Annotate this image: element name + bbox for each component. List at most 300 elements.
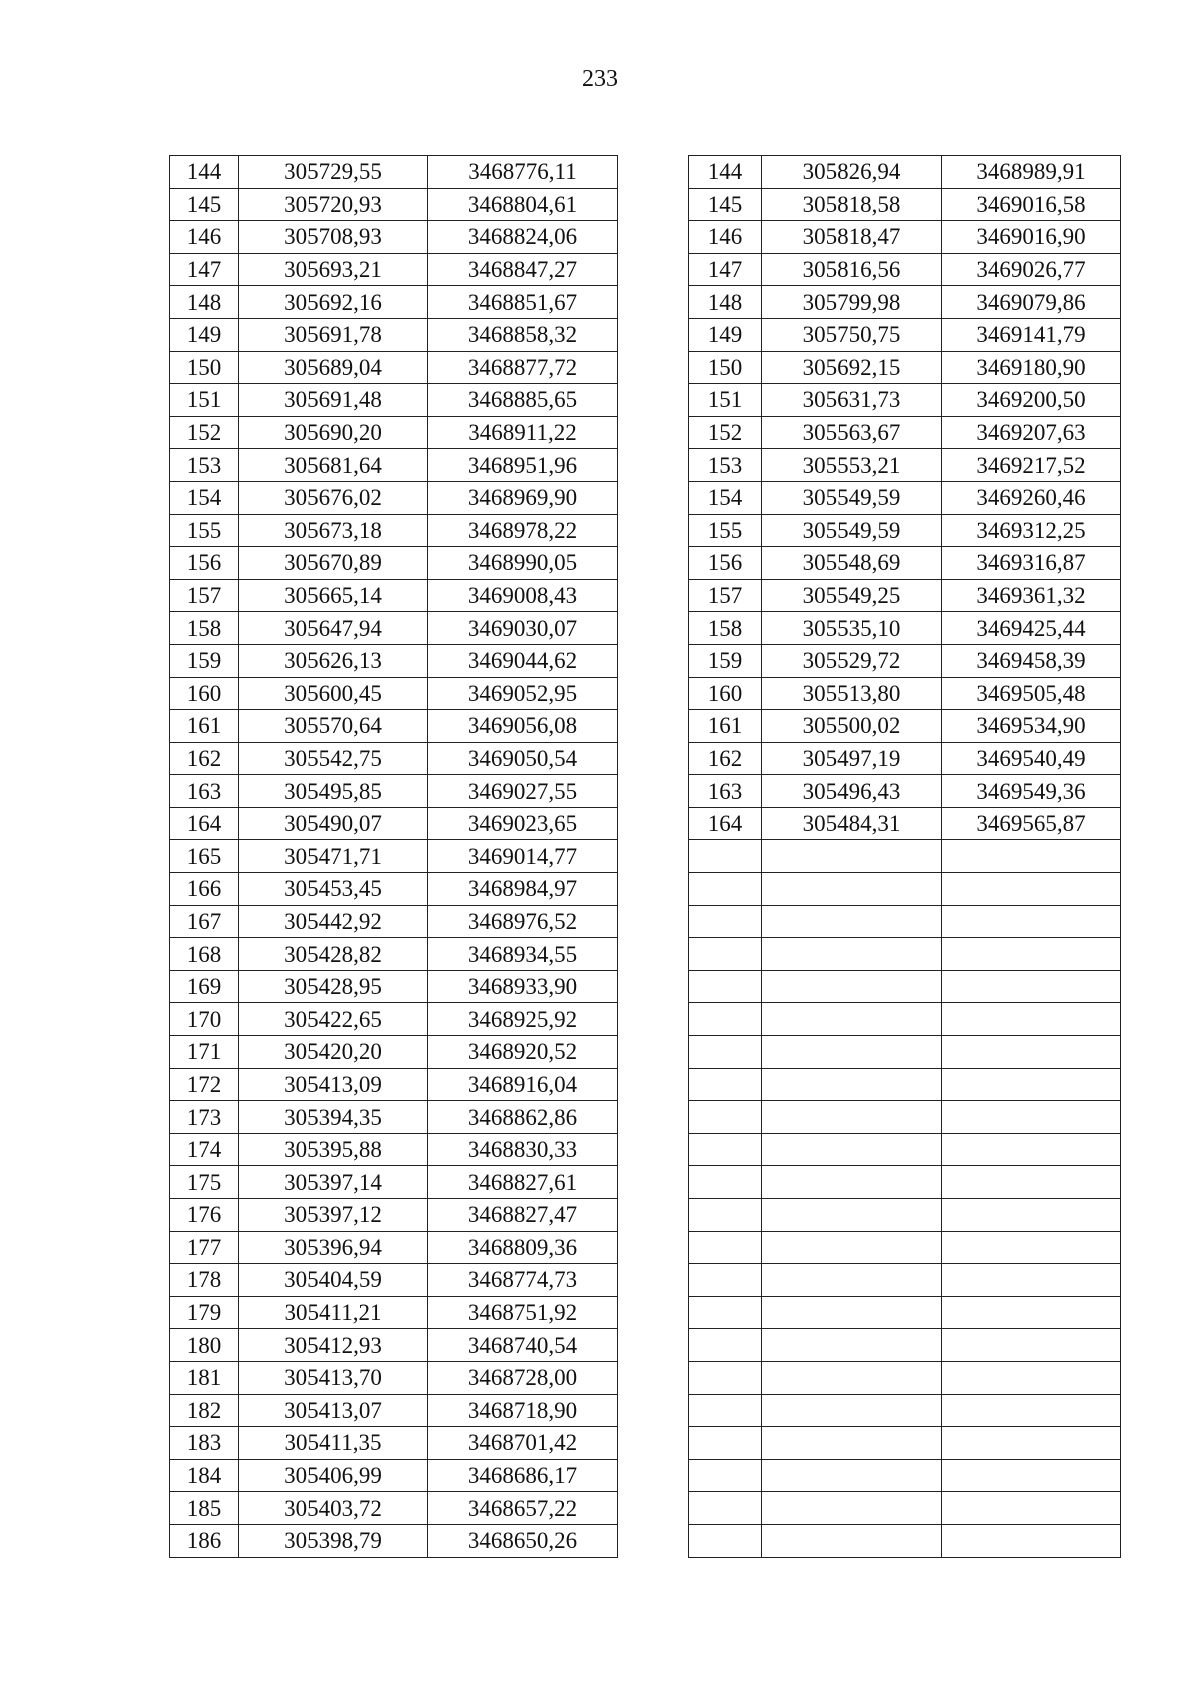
x-coordinate-cell bbox=[762, 1427, 942, 1460]
table-row bbox=[689, 1459, 1121, 1492]
x-coordinate-cell: 305553,21 bbox=[762, 449, 942, 482]
point-number-cell: 173 bbox=[170, 1101, 239, 1134]
y-coordinate-cell: 3468718,90 bbox=[428, 1394, 618, 1427]
point-number-cell: 148 bbox=[170, 286, 239, 319]
point-number-cell: 153 bbox=[689, 449, 762, 482]
x-coordinate-cell: 305691,78 bbox=[239, 318, 428, 351]
y-coordinate-cell: 3468916,04 bbox=[428, 1068, 618, 1101]
point-number-cell: 162 bbox=[170, 742, 239, 775]
table-row bbox=[170, 1231, 618, 1264]
point-number-cell: 160 bbox=[170, 677, 239, 710]
y-coordinate-cell: 3468984,97 bbox=[428, 873, 618, 906]
x-coordinate-cell bbox=[762, 1296, 942, 1329]
table-row bbox=[170, 1199, 618, 1232]
y-coordinate-cell: 3468934,55 bbox=[428, 938, 618, 971]
table-row bbox=[170, 1329, 618, 1362]
table-row bbox=[689, 547, 1121, 580]
table-row bbox=[170, 1133, 618, 1166]
point-number-cell: 147 bbox=[170, 253, 239, 286]
x-coordinate-cell: 305420,20 bbox=[239, 1036, 428, 1069]
table-row bbox=[689, 1036, 1121, 1069]
y-coordinate-cell: 3469008,43 bbox=[428, 579, 618, 612]
x-coordinate-cell: 305729,55 bbox=[239, 156, 428, 189]
point-number-cell: 153 bbox=[170, 449, 239, 482]
x-coordinate-cell bbox=[762, 1329, 942, 1362]
y-coordinate-cell: 3468862,86 bbox=[428, 1101, 618, 1134]
x-coordinate-cell bbox=[762, 1199, 942, 1232]
x-coordinate-cell: 305691,48 bbox=[239, 384, 428, 417]
y-coordinate-cell: 3468809,36 bbox=[428, 1231, 618, 1264]
y-coordinate-cell: 3469056,08 bbox=[428, 710, 618, 743]
table-row bbox=[170, 1361, 618, 1394]
point-number-cell: 148 bbox=[689, 286, 762, 319]
x-coordinate-cell bbox=[762, 938, 942, 971]
y-coordinate-cell: 3468686,17 bbox=[428, 1459, 618, 1492]
y-coordinate-cell: 3468969,90 bbox=[428, 481, 618, 514]
y-coordinate-cell: 3469044,62 bbox=[428, 644, 618, 677]
table-row bbox=[170, 938, 618, 971]
point-number-cell bbox=[689, 1231, 762, 1264]
y-coordinate-cell bbox=[942, 1394, 1121, 1427]
y-coordinate-cell bbox=[942, 938, 1121, 971]
point-number-cell bbox=[689, 905, 762, 938]
y-coordinate-cell: 3468728,00 bbox=[428, 1361, 618, 1394]
y-coordinate-cell: 3468925,92 bbox=[428, 1003, 618, 1036]
y-coordinate-cell bbox=[942, 1101, 1121, 1134]
table-row bbox=[689, 1361, 1121, 1394]
x-coordinate-cell: 305631,73 bbox=[762, 384, 942, 417]
point-number-cell: 163 bbox=[170, 775, 239, 808]
point-number-cell: 150 bbox=[170, 351, 239, 384]
table-row bbox=[689, 221, 1121, 254]
y-coordinate-cell: 3469361,32 bbox=[942, 579, 1121, 612]
point-number-cell: 167 bbox=[170, 905, 239, 938]
x-coordinate-cell: 305570,64 bbox=[239, 710, 428, 743]
table-row bbox=[170, 514, 618, 547]
y-coordinate-cell: 3469534,90 bbox=[942, 710, 1121, 743]
table-row bbox=[689, 1101, 1121, 1134]
point-number-cell: 151 bbox=[689, 384, 762, 417]
table-row bbox=[170, 384, 618, 417]
table-row bbox=[689, 579, 1121, 612]
point-number-cell: 158 bbox=[689, 612, 762, 645]
x-coordinate-cell: 305818,47 bbox=[762, 221, 942, 254]
x-coordinate-cell bbox=[762, 1166, 942, 1199]
point-number-cell: 156 bbox=[689, 547, 762, 580]
x-coordinate-cell: 305397,12 bbox=[239, 1199, 428, 1232]
point-number-cell: 150 bbox=[689, 351, 762, 384]
x-coordinate-cell bbox=[762, 1361, 942, 1394]
table-row bbox=[170, 742, 618, 775]
point-number-cell: 154 bbox=[689, 481, 762, 514]
table-row bbox=[689, 710, 1121, 743]
x-coordinate-cell: 305676,02 bbox=[239, 481, 428, 514]
point-number-cell: 156 bbox=[170, 547, 239, 580]
table-row bbox=[689, 1231, 1121, 1264]
y-coordinate-cell: 3468830,33 bbox=[428, 1133, 618, 1166]
table-row bbox=[170, 677, 618, 710]
y-coordinate-cell: 3468885,65 bbox=[428, 384, 618, 417]
table-row bbox=[170, 1101, 618, 1134]
x-coordinate-cell: 305529,72 bbox=[762, 644, 942, 677]
y-coordinate-cell: 3468976,52 bbox=[428, 905, 618, 938]
table-row bbox=[689, 1199, 1121, 1232]
y-coordinate-cell bbox=[942, 1492, 1121, 1525]
x-coordinate-cell: 305626,13 bbox=[239, 644, 428, 677]
x-coordinate-cell: 305750,75 bbox=[762, 318, 942, 351]
point-number-cell: 181 bbox=[170, 1361, 239, 1394]
y-coordinate-cell: 3468804,61 bbox=[428, 188, 618, 221]
point-number-cell bbox=[689, 1296, 762, 1329]
x-coordinate-cell: 305681,64 bbox=[239, 449, 428, 482]
y-coordinate-cell bbox=[942, 873, 1121, 906]
point-number-cell: 149 bbox=[170, 318, 239, 351]
x-coordinate-cell: 305818,58 bbox=[762, 188, 942, 221]
y-coordinate-cell: 3468951,96 bbox=[428, 449, 618, 482]
x-coordinate-cell: 305708,93 bbox=[239, 221, 428, 254]
table-row bbox=[170, 905, 618, 938]
y-coordinate-cell: 3469425,44 bbox=[942, 612, 1121, 645]
y-coordinate-cell: 3469141,79 bbox=[942, 318, 1121, 351]
point-number-cell: 174 bbox=[170, 1133, 239, 1166]
point-number-cell: 169 bbox=[170, 970, 239, 1003]
x-coordinate-cell: 305513,80 bbox=[762, 677, 942, 710]
table-row bbox=[170, 710, 618, 743]
y-coordinate-cell: 3468657,22 bbox=[428, 1492, 618, 1525]
x-coordinate-cell bbox=[762, 970, 942, 1003]
table-row bbox=[170, 775, 618, 808]
point-number-cell bbox=[689, 1101, 762, 1134]
x-coordinate-cell bbox=[762, 1003, 942, 1036]
x-coordinate-cell: 305404,59 bbox=[239, 1264, 428, 1297]
table-row bbox=[170, 351, 618, 384]
y-coordinate-cell: 3469312,25 bbox=[942, 514, 1121, 547]
table-row bbox=[170, 416, 618, 449]
y-coordinate-cell: 3468911,22 bbox=[428, 416, 618, 449]
table-row bbox=[689, 1003, 1121, 1036]
table-row bbox=[689, 351, 1121, 384]
x-coordinate-cell: 305692,15 bbox=[762, 351, 942, 384]
y-coordinate-cell: 3469023,65 bbox=[428, 807, 618, 840]
x-coordinate-cell: 305690,20 bbox=[239, 416, 428, 449]
table-row bbox=[170, 1492, 618, 1525]
point-number-cell: 146 bbox=[170, 221, 239, 254]
y-coordinate-cell: 3469014,77 bbox=[428, 840, 618, 873]
point-number-cell: 176 bbox=[170, 1199, 239, 1232]
table-row bbox=[170, 188, 618, 221]
table-row bbox=[170, 1296, 618, 1329]
y-coordinate-cell bbox=[942, 1068, 1121, 1101]
point-number-cell: 185 bbox=[170, 1492, 239, 1525]
point-number-cell: 182 bbox=[170, 1394, 239, 1427]
point-number-cell: 171 bbox=[170, 1036, 239, 1069]
point-number-cell bbox=[689, 840, 762, 873]
table-row bbox=[689, 384, 1121, 417]
point-number-cell bbox=[689, 1264, 762, 1297]
point-number-cell: 161 bbox=[170, 710, 239, 743]
y-coordinate-cell bbox=[942, 1296, 1121, 1329]
table-row bbox=[689, 1296, 1121, 1329]
x-coordinate-cell: 305799,98 bbox=[762, 286, 942, 319]
x-coordinate-cell: 305563,67 bbox=[762, 416, 942, 449]
point-number-cell: 175 bbox=[170, 1166, 239, 1199]
y-coordinate-cell bbox=[942, 905, 1121, 938]
point-number-cell bbox=[689, 938, 762, 971]
table-row bbox=[170, 612, 618, 645]
y-coordinate-cell bbox=[942, 1231, 1121, 1264]
point-number-cell bbox=[689, 1329, 762, 1362]
table-row bbox=[689, 1492, 1121, 1525]
x-coordinate-cell: 305406,99 bbox=[239, 1459, 428, 1492]
table-row bbox=[689, 1068, 1121, 1101]
x-coordinate-cell: 305428,82 bbox=[239, 938, 428, 971]
x-coordinate-cell: 305395,88 bbox=[239, 1133, 428, 1166]
x-coordinate-cell: 305816,56 bbox=[762, 253, 942, 286]
y-coordinate-cell bbox=[942, 1199, 1121, 1232]
x-coordinate-cell: 305413,07 bbox=[239, 1394, 428, 1427]
y-coordinate-cell: 3468851,67 bbox=[428, 286, 618, 319]
table-row bbox=[170, 644, 618, 677]
x-coordinate-cell: 305412,93 bbox=[239, 1329, 428, 1362]
x-coordinate-cell bbox=[762, 905, 942, 938]
point-number-cell: 162 bbox=[689, 742, 762, 775]
point-number-cell bbox=[689, 1427, 762, 1460]
table-row bbox=[689, 905, 1121, 938]
y-coordinate-cell bbox=[942, 970, 1121, 1003]
point-number-cell: 168 bbox=[170, 938, 239, 971]
table-row bbox=[689, 1427, 1121, 1460]
y-coordinate-cell bbox=[942, 1524, 1121, 1557]
x-coordinate-cell: 305542,75 bbox=[239, 742, 428, 775]
x-coordinate-cell: 305600,45 bbox=[239, 677, 428, 710]
y-coordinate-cell: 3469180,90 bbox=[942, 351, 1121, 384]
x-coordinate-cell: 305403,72 bbox=[239, 1492, 428, 1525]
x-coordinate-cell: 305413,09 bbox=[239, 1068, 428, 1101]
x-coordinate-cell bbox=[762, 1036, 942, 1069]
table-row bbox=[689, 612, 1121, 645]
point-number-cell: 151 bbox=[170, 384, 239, 417]
x-coordinate-cell: 305692,16 bbox=[239, 286, 428, 319]
point-number-cell: 147 bbox=[689, 253, 762, 286]
table-row bbox=[170, 970, 618, 1003]
point-number-cell: 184 bbox=[170, 1459, 239, 1492]
x-coordinate-cell bbox=[762, 1101, 942, 1134]
x-coordinate-cell: 305665,14 bbox=[239, 579, 428, 612]
x-coordinate-cell: 305442,92 bbox=[239, 905, 428, 938]
table-row bbox=[170, 156, 618, 189]
table-row bbox=[170, 1068, 618, 1101]
table-row bbox=[170, 1459, 618, 1492]
point-number-cell: 164 bbox=[170, 807, 239, 840]
y-coordinate-cell: 3469316,87 bbox=[942, 547, 1121, 580]
y-coordinate-cell bbox=[942, 1427, 1121, 1460]
y-coordinate-cell: 3468827,47 bbox=[428, 1199, 618, 1232]
point-number-cell bbox=[689, 1524, 762, 1557]
table-row bbox=[689, 677, 1121, 710]
point-number-cell: 180 bbox=[170, 1329, 239, 1362]
point-number-cell: 178 bbox=[170, 1264, 239, 1297]
table-row bbox=[689, 873, 1121, 906]
x-coordinate-cell bbox=[762, 1068, 942, 1101]
point-number-cell bbox=[689, 873, 762, 906]
y-coordinate-cell: 3469200,50 bbox=[942, 384, 1121, 417]
point-number-cell: 155 bbox=[170, 514, 239, 547]
table-row bbox=[170, 1166, 618, 1199]
table-row bbox=[689, 775, 1121, 808]
table-row bbox=[170, 1003, 618, 1036]
table-row bbox=[689, 1133, 1121, 1166]
table-row bbox=[170, 547, 618, 580]
table-row bbox=[170, 286, 618, 319]
y-coordinate-cell: 3468989,91 bbox=[942, 156, 1121, 189]
table-row bbox=[689, 1166, 1121, 1199]
table-row bbox=[689, 514, 1121, 547]
x-coordinate-cell: 305500,02 bbox=[762, 710, 942, 743]
y-coordinate-cell: 3468847,27 bbox=[428, 253, 618, 286]
point-number-cell: 177 bbox=[170, 1231, 239, 1264]
table-row bbox=[170, 840, 618, 873]
y-coordinate-cell: 3468978,22 bbox=[428, 514, 618, 547]
x-coordinate-cell: 305670,89 bbox=[239, 547, 428, 580]
y-coordinate-cell: 3469052,95 bbox=[428, 677, 618, 710]
point-number-cell bbox=[689, 1068, 762, 1101]
y-coordinate-cell: 3469540,49 bbox=[942, 742, 1121, 775]
table-row bbox=[689, 318, 1121, 351]
x-coordinate-cell bbox=[762, 1264, 942, 1297]
point-number-cell: 152 bbox=[170, 416, 239, 449]
point-number-cell: 159 bbox=[689, 644, 762, 677]
page-number: 233 bbox=[582, 66, 618, 92]
y-coordinate-cell bbox=[942, 1264, 1121, 1297]
table-row bbox=[689, 449, 1121, 482]
x-coordinate-cell: 305397,14 bbox=[239, 1166, 428, 1199]
x-coordinate-cell: 305496,43 bbox=[762, 775, 942, 808]
x-coordinate-cell: 305453,45 bbox=[239, 873, 428, 906]
x-coordinate-cell bbox=[762, 840, 942, 873]
x-coordinate-cell: 305693,21 bbox=[239, 253, 428, 286]
y-coordinate-cell: 3468776,11 bbox=[428, 156, 618, 189]
point-number-cell: 145 bbox=[170, 188, 239, 221]
x-coordinate-cell bbox=[762, 873, 942, 906]
point-number-cell: 164 bbox=[689, 807, 762, 840]
table-row bbox=[689, 253, 1121, 286]
table-row bbox=[170, 318, 618, 351]
y-coordinate-cell: 3468858,32 bbox=[428, 318, 618, 351]
point-number-cell bbox=[689, 970, 762, 1003]
point-number-cell: 172 bbox=[170, 1068, 239, 1101]
x-coordinate-cell: 305535,10 bbox=[762, 612, 942, 645]
x-coordinate-cell: 305673,18 bbox=[239, 514, 428, 547]
x-coordinate-cell: 305484,31 bbox=[762, 807, 942, 840]
y-coordinate-cell: 3469027,55 bbox=[428, 775, 618, 808]
point-number-cell: 186 bbox=[170, 1524, 239, 1557]
x-coordinate-cell: 305471,71 bbox=[239, 840, 428, 873]
y-coordinate-cell bbox=[942, 1361, 1121, 1394]
point-number-cell: 183 bbox=[170, 1427, 239, 1460]
table-row bbox=[689, 156, 1121, 189]
table-row bbox=[689, 1394, 1121, 1427]
y-coordinate-cell: 3468933,90 bbox=[428, 970, 618, 1003]
x-coordinate-cell: 305549,59 bbox=[762, 481, 942, 514]
y-coordinate-cell: 3468751,92 bbox=[428, 1296, 618, 1329]
y-coordinate-cell: 3468740,54 bbox=[428, 1329, 618, 1362]
table-row bbox=[689, 1264, 1121, 1297]
x-coordinate-cell: 305549,25 bbox=[762, 579, 942, 612]
x-coordinate-cell: 305495,85 bbox=[239, 775, 428, 808]
point-number-cell: 157 bbox=[170, 579, 239, 612]
table-row bbox=[689, 938, 1121, 971]
table-row bbox=[689, 644, 1121, 677]
point-number-cell: 170 bbox=[170, 1003, 239, 1036]
point-number-cell: 144 bbox=[170, 156, 239, 189]
y-coordinate-cell bbox=[942, 1036, 1121, 1069]
point-number-cell: 155 bbox=[689, 514, 762, 547]
y-coordinate-cell: 3469207,63 bbox=[942, 416, 1121, 449]
point-number-cell: 161 bbox=[689, 710, 762, 743]
x-coordinate-cell: 305549,59 bbox=[762, 514, 942, 547]
point-number-cell: 152 bbox=[689, 416, 762, 449]
table-row bbox=[689, 807, 1121, 840]
y-coordinate-cell bbox=[942, 1329, 1121, 1362]
x-coordinate-cell bbox=[762, 1133, 942, 1166]
table-row bbox=[689, 1524, 1121, 1557]
table-row bbox=[689, 481, 1121, 514]
y-coordinate-cell: 3468827,61 bbox=[428, 1166, 618, 1199]
y-coordinate-cell bbox=[942, 1003, 1121, 1036]
x-coordinate-cell: 305396,94 bbox=[239, 1231, 428, 1264]
y-coordinate-cell: 3469016,58 bbox=[942, 188, 1121, 221]
table-row bbox=[689, 416, 1121, 449]
point-number-cell: 166 bbox=[170, 873, 239, 906]
y-coordinate-cell: 3468990,05 bbox=[428, 547, 618, 580]
x-coordinate-cell: 305826,94 bbox=[762, 156, 942, 189]
point-number-cell bbox=[689, 1133, 762, 1166]
y-coordinate-cell bbox=[942, 1459, 1121, 1492]
x-coordinate-cell: 305497,19 bbox=[762, 742, 942, 775]
point-number-cell: 159 bbox=[170, 644, 239, 677]
point-number-cell: 157 bbox=[689, 579, 762, 612]
x-coordinate-cell: 305422,65 bbox=[239, 1003, 428, 1036]
y-coordinate-cell: 3469549,36 bbox=[942, 775, 1121, 808]
x-coordinate-cell: 305394,35 bbox=[239, 1101, 428, 1134]
point-number-cell: 145 bbox=[689, 188, 762, 221]
table-row bbox=[170, 221, 618, 254]
x-coordinate-cell: 305548,69 bbox=[762, 547, 942, 580]
y-coordinate-cell: 3469505,48 bbox=[942, 677, 1121, 710]
x-coordinate-cell: 305411,21 bbox=[239, 1296, 428, 1329]
y-coordinate-cell: 3469458,39 bbox=[942, 644, 1121, 677]
x-coordinate-cell: 305647,94 bbox=[239, 612, 428, 645]
y-coordinate-cell: 3469030,07 bbox=[428, 612, 618, 645]
x-coordinate-cell: 305490,07 bbox=[239, 807, 428, 840]
y-coordinate-cell: 3469079,86 bbox=[942, 286, 1121, 319]
x-coordinate-cell: 305411,35 bbox=[239, 1427, 428, 1460]
point-number-cell bbox=[689, 1361, 762, 1394]
table-row bbox=[170, 1524, 618, 1557]
y-coordinate-cell: 3468920,52 bbox=[428, 1036, 618, 1069]
table-row bbox=[689, 742, 1121, 775]
table-row bbox=[689, 286, 1121, 319]
point-number-cell: 158 bbox=[170, 612, 239, 645]
point-number-cell: 146 bbox=[689, 221, 762, 254]
x-coordinate-cell: 305428,95 bbox=[239, 970, 428, 1003]
point-number-cell bbox=[689, 1459, 762, 1492]
coordinate-table-right bbox=[688, 155, 1121, 1558]
point-number-cell bbox=[689, 1036, 762, 1069]
x-coordinate-cell: 305398,79 bbox=[239, 1524, 428, 1557]
table-row bbox=[170, 1264, 618, 1297]
point-number-cell: 160 bbox=[689, 677, 762, 710]
